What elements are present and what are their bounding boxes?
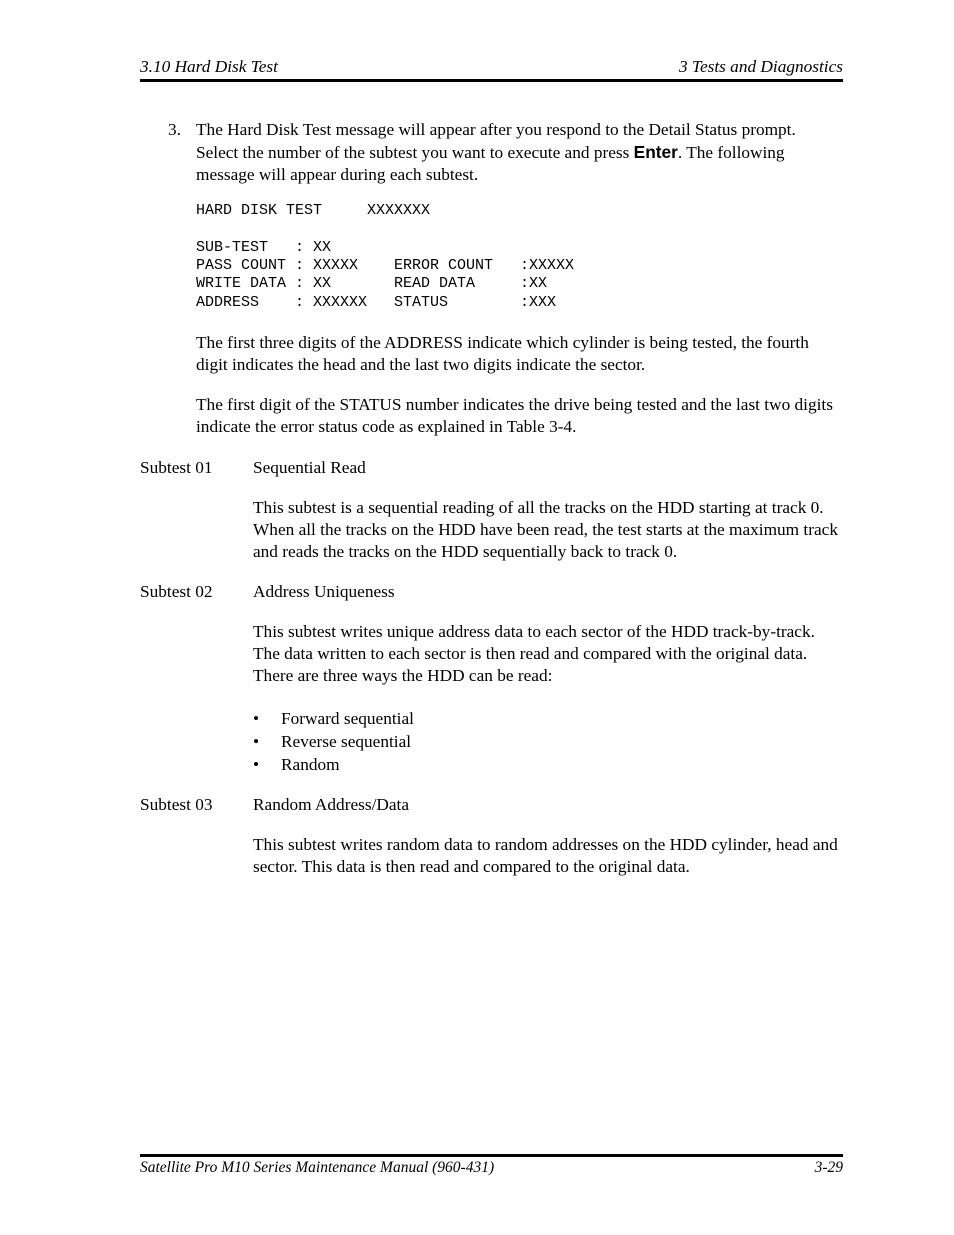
address-paragraph: The first three digits of the ADDRESS indicate which cylinder is being tested, the fourth digit indicates the head and the last two digits indicate the sector. (196, 333, 809, 374)
header-section-title: 3.10 Hard Disk Test (140, 57, 278, 76)
footer-manual-title: Satellite Pro M10 Series Maintenance Manual (960-431) (140, 1159, 495, 1176)
subtest-03-label: Subtest 03 (140, 795, 213, 814)
list-item: • Reverse sequential (253, 730, 414, 753)
header-chapter-title: 3 Tests and Diagnostics (678, 57, 843, 76)
header-rule (140, 79, 843, 82)
list-item: • Random (253, 753, 414, 776)
subtest-02-label: Subtest 02 (140, 582, 213, 601)
page-header (140, 56, 843, 78)
screen-title-line: HARD DISK TEST XXXXXXX (196, 202, 431, 219)
subtest-01-label: Subtest 01 (140, 458, 213, 477)
step-text (196, 119, 836, 186)
status-paragraph: The first digit of the STATUS number indicates the drive being tested and the last two digits indicate the error status code as explained in Table 3-4. (196, 395, 833, 436)
step-number: 3. (168, 120, 181, 139)
subtest-01-title: Sequential Read (253, 458, 366, 477)
step-text-after: . The following message will appear during each subtest. (196, 143, 785, 184)
enter-key-label: Enter (633, 142, 678, 162)
subtest-01-description: This subtest is a sequential reading of all the tracks on the HDD starting at track 0. When all the tracks on the HDD have been read, the test starts at the maximum track and reads the tracks on the HDD sequentially back to track 0. (253, 498, 838, 561)
page-footer (140, 1158, 843, 1178)
subtest-02-description: This subtest writes unique address data to each sector of the HDD track-by-track. The data written to each sector is then read and compared with the original data. There are three ways the HDD can be read: (253, 622, 815, 685)
list-item: • Forward sequential (253, 707, 414, 730)
subtest-03-description: This subtest writes random data to random addresses on the HDD cylinder, head and sector. This data is then read and compared to the original data. (253, 835, 838, 876)
read-modes-list (253, 707, 414, 776)
footer-rule (140, 1154, 843, 1157)
subtest-03-title: Random Address/Data (253, 795, 409, 814)
screen-status-lines: SUB-TEST : XX PASS COUNT : XXXXX ERROR COUNT :XXXXX WRITE DATA : XX READ DATA :XX ADDRESS : XXXXXX STATUS :XXX (196, 239, 575, 311)
step-text-before: The Hard Disk Test message will appear after you respond to the Detail Status prompt. Select the number of the subtest you want to execute and press (196, 120, 796, 162)
page-number: 3-29 (814, 1159, 843, 1176)
subtest-02-title: Address Uniqueness (253, 582, 395, 601)
